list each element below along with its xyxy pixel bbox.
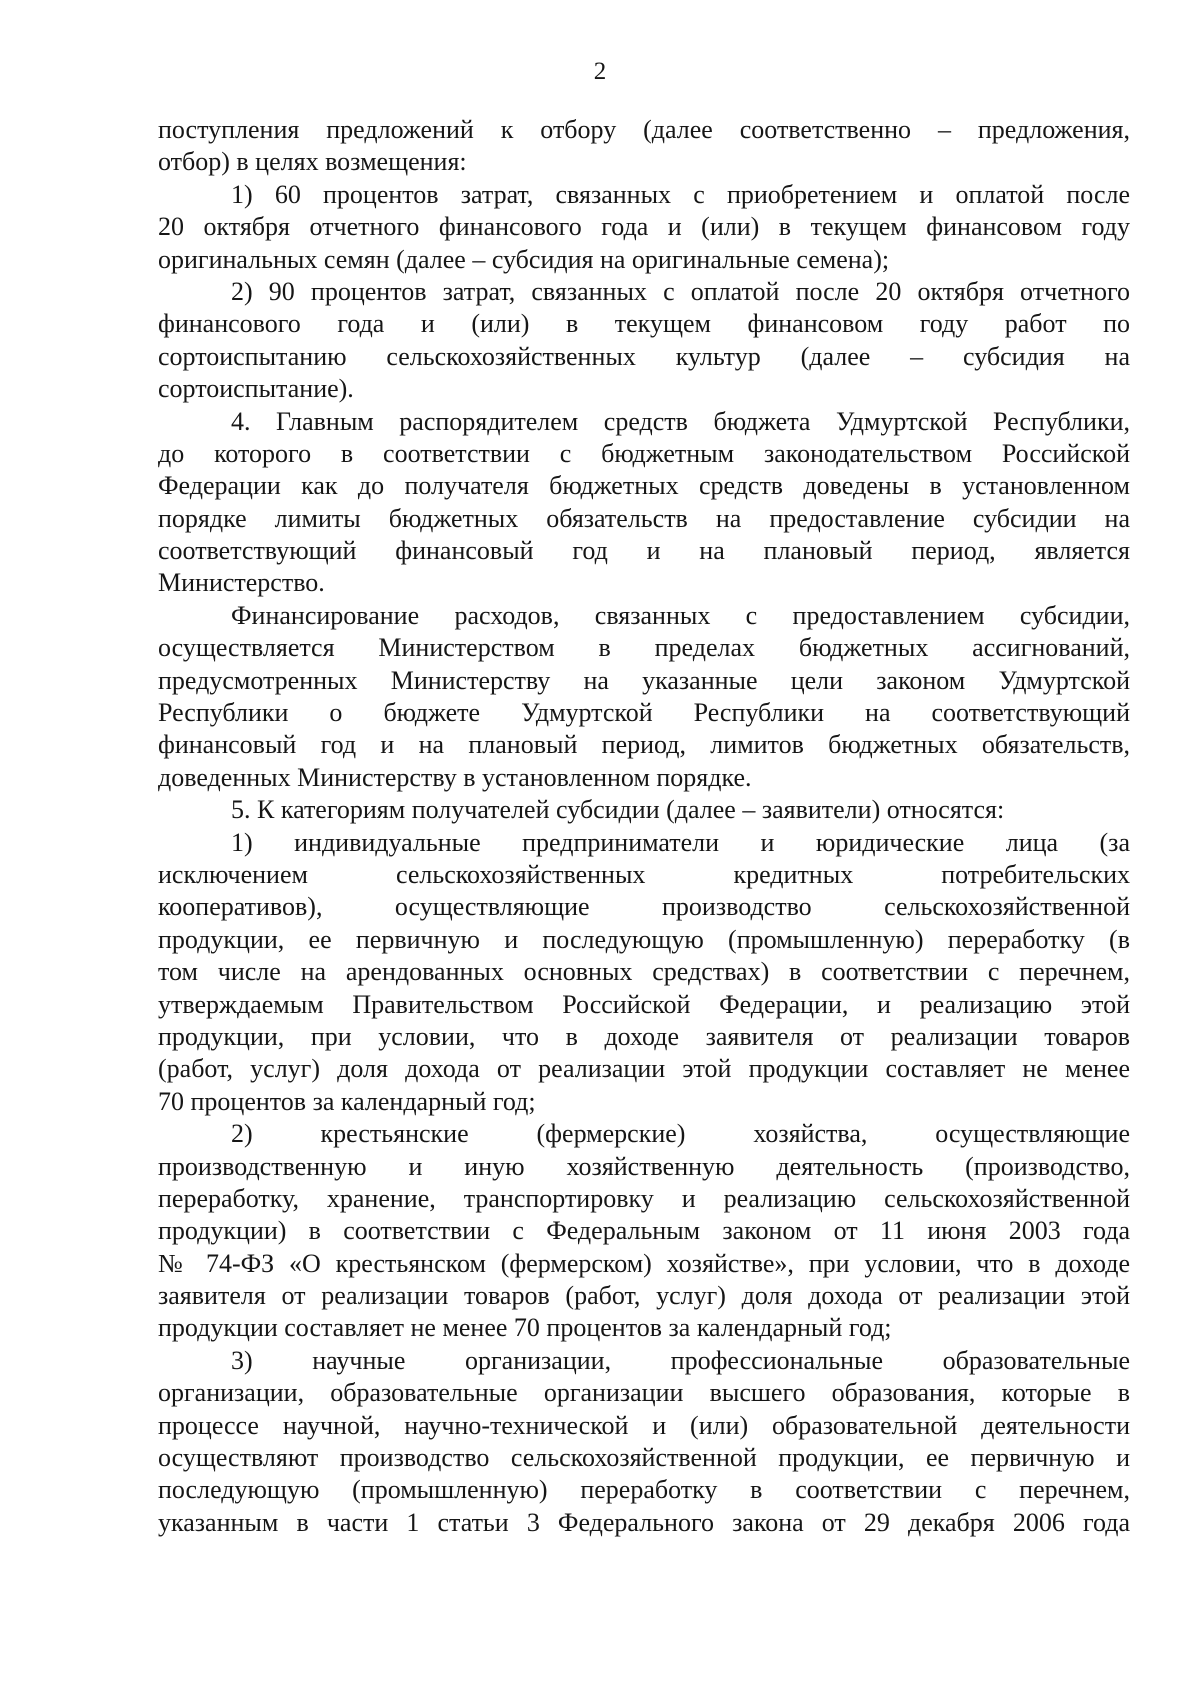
text-line: осуществляется Министерством в пределах бюджетных ассигнований, bbox=[158, 633, 1130, 663]
text-line: том числе на арендованных основных средствах) в соответствии с перечнем, bbox=[158, 957, 1130, 987]
text-line: продукции, ее первичную и последующую (промышленную) переработку (в bbox=[158, 924, 1130, 954]
text-line: Республики о бюджете Удмуртской Республики на соответствующий bbox=[158, 698, 1130, 728]
text-line: 1) 60 процентов затрат, связанных с приобретением и оплатой после bbox=[231, 179, 1130, 209]
text-line: предусмотренных Министерству на указанные цели законом Удмуртской bbox=[158, 665, 1130, 695]
text-line: до которого в соответствии с бюджетным законодательством Российской bbox=[158, 438, 1130, 468]
text-line: финансового года и (или) в текущем финансовом году работ по bbox=[158, 309, 1130, 339]
text-line: осуществляют производство сельскохозяйственной продукции, ее первичную и bbox=[158, 1443, 1130, 1473]
text-line: 4. Главным распорядителем средств бюджета Удмуртской Республики, bbox=[231, 406, 1130, 436]
text-line: продукции, при условии, что в доходе заявителя от реализации товаров bbox=[158, 1021, 1130, 1051]
text-line: сортоиспытание). bbox=[158, 374, 354, 404]
text-line: 2) 90 процентов затрат, связанных с оплатой после 20 октября отчетного bbox=[231, 276, 1130, 306]
text-line: утверждаемым Правительством Российской Федерации, и реализацию этой bbox=[158, 989, 1130, 1019]
text-line: поступления предложений к отбору (далее соответственно – предложения, bbox=[158, 115, 1130, 144]
text-line: указанным в части 1 статьи 3 Федерального закона от 29 декабря 2006 года bbox=[158, 1507, 1130, 1537]
text-line: соответствующий финансовый год и на плановый период, является bbox=[158, 536, 1130, 566]
text-line: последующую (промышленную) переработку в соответствии с перечнем, bbox=[158, 1475, 1130, 1505]
text-line: порядке лимиты бюджетных обязательств на предоставление субсидии на bbox=[158, 503, 1130, 533]
text-line: процессе научной, научно-технической и (или) образовательной деятельности bbox=[158, 1410, 1130, 1440]
text-line: кооперативов), осуществляющие производство сельскохозяйственной bbox=[158, 892, 1130, 922]
text-line: производственную и иную хозяйственную деятельность (производство, bbox=[158, 1151, 1130, 1181]
text-line: № 74-ФЗ «О крестьянском (фермерском) хозяйстве», при условии, что в доходе bbox=[158, 1248, 1130, 1278]
text-line: Федерации как до получателя бюджетных средств доведены в установленном bbox=[158, 471, 1130, 501]
text-line: переработку, хранение, транспортировку и реализацию сельскохозяйственной bbox=[158, 1183, 1130, 1213]
text-line: оригинальных семян (далее – субсидия на оригинальные семена); bbox=[158, 244, 890, 274]
text-line: отбор) в целях возмещения: bbox=[158, 147, 467, 177]
text-line: 5. К категориям получателей субсидии (далее – заявители) относятся: bbox=[231, 795, 1005, 825]
text-line: продукции составляет не менее 70 процентов за календарный год; bbox=[158, 1313, 892, 1343]
text-line: продукции) в соответствии с Федеральным законом от 11 июня 2003 года bbox=[158, 1216, 1130, 1246]
text-line: 70 процентов за календарный год; bbox=[158, 1086, 536, 1116]
text-line: 2) крестьянские (фермерские) хозяйства, осуществляющие bbox=[231, 1119, 1130, 1149]
text-line: заявителя от реализации товаров (работ, услуг) доля дохода от реализации этой bbox=[158, 1281, 1130, 1311]
text-line: финансовый год и на плановый период, лимитов бюджетных обязательств, bbox=[158, 730, 1130, 760]
text-line: (работ, услуг) доля дохода от реализации этой продукции составляет не менее bbox=[158, 1054, 1130, 1084]
text-line: сортоиспытанию сельскохозяйственных культур (далее – субсидия на bbox=[158, 341, 1130, 371]
text-line: 1) индивидуальные предприниматели и юридические лица (за bbox=[231, 827, 1130, 857]
text-line: 3) научные организации, профессиональные образовательные bbox=[231, 1345, 1130, 1375]
text-line: Министерство. bbox=[158, 568, 325, 598]
text-line: организации, образовательные организации высшего образования, которые в bbox=[158, 1378, 1130, 1408]
body-text bbox=[158, 114, 1130, 1539]
text-line: Финансирование расходов, связанных с предоставлением субсидии, bbox=[231, 600, 1130, 630]
text-line: исключением сельскохозяйственных кредитных потребительских bbox=[158, 859, 1130, 889]
page-number: 2 bbox=[593, 58, 607, 85]
text-line: 20 октября отчетного финансового года и (или) в текущем финансовом году bbox=[158, 212, 1130, 242]
text-line: доведенных Министерству в установленном порядке. bbox=[158, 762, 752, 792]
